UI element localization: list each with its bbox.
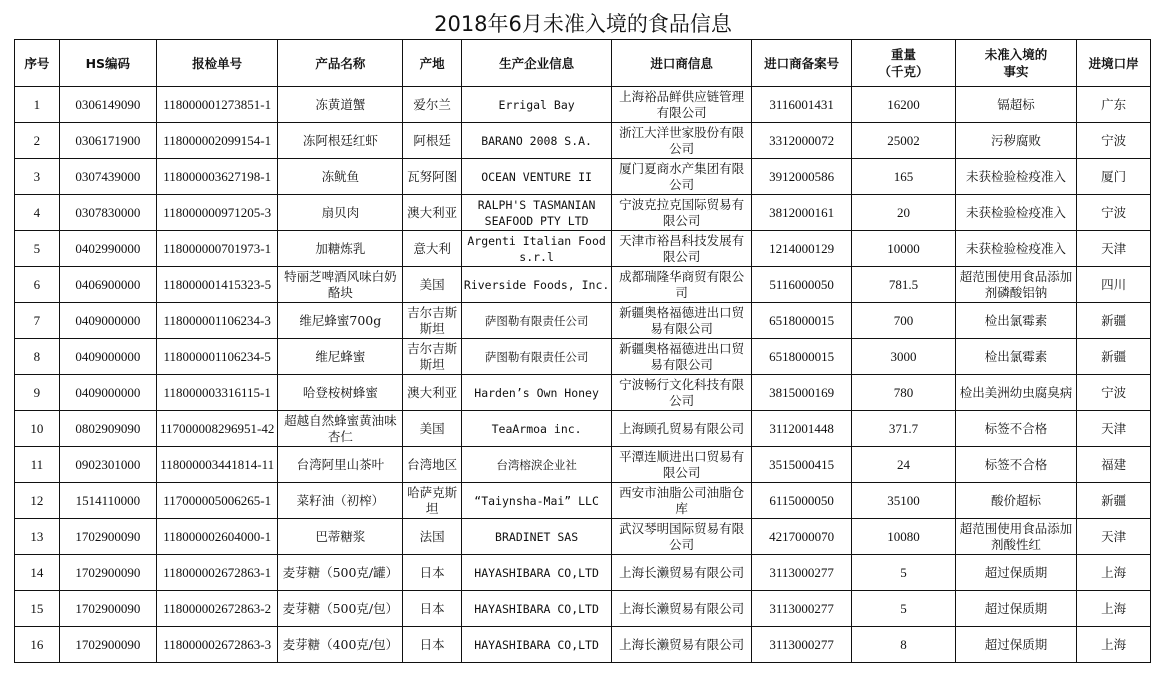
col-header-importer: 进口商信息 [612,40,752,87]
product-name-cell: 哈登桉树蜂蜜 [278,375,403,411]
origin-cell: 台湾地区 [403,447,462,483]
table-row [15,231,1151,267]
origin-cell: 日本 [403,627,462,663]
hs-code-cell: 0406900000 [59,267,156,303]
product-name-cell: 巴蒂糖浆 [278,519,403,555]
entry-port-cell: 宁波 [1077,123,1151,159]
hs-code-cell: 0409000000 [59,375,156,411]
importer-cell: 上海长濑贸易有限公司 [612,591,752,627]
hs-code-cell: 0307439000 [59,159,156,195]
inspection-number-cell: 117000008296951-42 [156,411,278,447]
rejection-reason-cell: 污秽腐败 [955,123,1077,159]
hs-code-cell: 0902301000 [59,447,156,483]
manufacturer-cell: HAYASHIBARA CO,LTD [461,555,611,591]
hs-code-cell: 0402990000 [59,231,156,267]
row-number-cell: 8 [15,339,60,375]
entry-port-cell: 新疆 [1077,303,1151,339]
weight-cell: 25002 [852,123,955,159]
origin-cell: 法国 [403,519,462,555]
col-header-origin: 产地 [403,40,462,87]
rejection-reason-cell: 超范围使用食品添加剂磷酸铝钠 [955,267,1077,303]
hs-code-cell: 0306171900 [59,123,156,159]
row-number-cell: 6 [15,267,60,303]
manufacturer-cell: 萨图勒有限责任公司 [461,339,611,375]
inspection-number-cell: 118000001106234-5 [156,339,278,375]
weight-cell: 781.5 [852,267,955,303]
importer-cell: 上海长濑贸易有限公司 [612,627,752,663]
rejection-reason-cell: 未获检验检疫准入 [955,195,1077,231]
entry-port-cell: 天津 [1077,519,1151,555]
manufacturer-cell: RALPH'S TASMANIAN SEAFOOD PTY LTD [461,195,611,231]
manufacturer-cell: HAYASHIBARA CO,LTD [461,591,611,627]
table-row [15,267,1151,303]
inspection-number-cell: 118000003627198-1 [156,159,278,195]
importer-id-cell: 6115000050 [752,483,852,519]
importer-cell: 上海长濑贸易有限公司 [612,555,752,591]
table-row [15,195,1151,231]
origin-cell: 澳大利亚 [403,375,462,411]
rejection-reason-cell: 镉超标 [955,87,1077,123]
origin-cell: 哈萨克斯坦 [403,483,462,519]
rejection-reason-cell: 未获检验检疫准入 [955,231,1077,267]
row-number-cell: 5 [15,231,60,267]
origin-cell: 瓦努阿图 [403,159,462,195]
col-header-product: 产品名称 [278,40,403,87]
importer-id-cell: 6518000015 [752,303,852,339]
origin-cell: 吉尔吉斯斯坦 [403,339,462,375]
table-row [15,483,1151,519]
row-number-cell: 2 [15,123,60,159]
importer-id-cell: 3815000169 [752,375,852,411]
weight-cell: 780 [852,375,955,411]
row-number-cell: 13 [15,519,60,555]
product-name-cell: 维尼蜂蜜700g [278,303,403,339]
importer-id-cell: 3812000161 [752,195,852,231]
inspection-number-cell: 118000002672863-3 [156,627,278,663]
product-name-cell: 超越自然蜂蜜黄油味杏仁 [278,411,403,447]
table-row [15,411,1151,447]
row-number-cell: 16 [15,627,60,663]
rejection-reason-cell: 超过保质期 [955,591,1077,627]
rejection-reason-cell: 超过保质期 [955,555,1077,591]
manufacturer-cell: Argenti Italian Food s.r.l [461,231,611,267]
inspection-number-cell: 117000005006265-1 [156,483,278,519]
origin-cell: 吉尔吉斯斯坦 [403,303,462,339]
importer-id-cell: 6518000015 [752,339,852,375]
row-number-cell: 4 [15,195,60,231]
rejection-reason-cell: 检出氯霉素 [955,303,1077,339]
entry-port-cell: 天津 [1077,411,1151,447]
table-row [15,591,1151,627]
hs-code-cell: 0307830000 [59,195,156,231]
manufacturer-cell: 萨图勒有限责任公司 [461,303,611,339]
manufacturer-cell: BRADINET SAS [461,519,611,555]
rejection-reason-cell: 检出美洲幼虫腐臭病 [955,375,1077,411]
rejection-reason-cell: 标签不合格 [955,411,1077,447]
row-number-cell: 10 [15,411,60,447]
product-name-cell: 冻黄道蟹 [278,87,403,123]
hs-code-cell: 1702900090 [59,519,156,555]
row-number-cell: 11 [15,447,60,483]
hs-code-cell: 1702900090 [59,555,156,591]
inspection-number-cell: 118000001415323-5 [156,267,278,303]
hs-code-cell: 1514110000 [59,483,156,519]
table-row [15,447,1151,483]
importer-cell: 上海裕品鲜供应链管理有限公司 [612,87,752,123]
importer-id-cell: 3312000072 [752,123,852,159]
entry-port-cell: 上海 [1077,555,1151,591]
importer-id-cell: 3112001448 [752,411,852,447]
entry-port-cell: 上海 [1077,627,1151,663]
entry-port-cell: 四川 [1077,267,1151,303]
table-row [15,627,1151,663]
importer-id-cell: 3912000586 [752,159,852,195]
inspection-number-cell: 118000003441814-11 [156,447,278,483]
manufacturer-cell: “Taiynsha-Mai” LLC [461,483,611,519]
origin-cell: 日本 [403,591,462,627]
page-title: 2018年6月未准入境的食品信息 [434,12,732,36]
row-number-cell: 3 [15,159,60,195]
entry-port-cell: 福建 [1077,447,1151,483]
importer-cell: 平潭连顺进出口贸易有限公司 [612,447,752,483]
importer-cell: 浙江大洋世家股份有限公司 [612,123,752,159]
col-header-inspection-no: 报检单号 [156,40,278,87]
food-rejection-table [14,39,1151,663]
origin-cell: 美国 [403,267,462,303]
importer-id-cell: 3113000277 [752,627,852,663]
inspection-number-cell: 118000002099154-1 [156,123,278,159]
row-number-cell: 12 [15,483,60,519]
manufacturer-cell: Harden’s Own Honey [461,375,611,411]
origin-cell: 爱尔兰 [403,87,462,123]
col-header-no: 序号 [15,40,60,87]
origin-cell: 意大利 [403,231,462,267]
importer-id-cell: 3515000415 [752,447,852,483]
table-row [15,87,1151,123]
inspection-number-cell: 118000000701973-1 [156,231,278,267]
row-number-cell: 7 [15,303,60,339]
weight-cell: 5 [852,555,955,591]
manufacturer-cell: 台湾榕淚企业社 [461,447,611,483]
row-number-cell: 14 [15,555,60,591]
table-row [15,555,1151,591]
importer-cell: 宁波畅行文化科技有限公司 [612,375,752,411]
weight-cell: 35100 [852,483,955,519]
origin-cell: 日本 [403,555,462,591]
col-header-hs-code: HS编码 [59,40,156,87]
weight-cell: 3000 [852,339,955,375]
entry-port-cell: 宁波 [1077,375,1151,411]
importer-cell: 厦门夏商水产集团有限公司 [612,159,752,195]
origin-cell: 美国 [403,411,462,447]
product-name-cell: 麦芽糖（500克/罐） [278,555,403,591]
hs-code-cell: 0409000000 [59,339,156,375]
weight-cell: 16200 [852,87,955,123]
importer-id-cell: 1214000129 [752,231,852,267]
product-name-cell: 扇贝肉 [278,195,403,231]
rejection-reason-cell: 未获检验检疫准入 [955,159,1077,195]
col-header-importer-id: 进口商备案号 [752,40,852,87]
importer-id-cell: 3113000277 [752,555,852,591]
table-row [15,303,1151,339]
weight-cell: 10000 [852,231,955,267]
hs-code-cell: 0802909090 [59,411,156,447]
importer-id-cell: 3113000277 [752,591,852,627]
importer-id-cell: 5116000050 [752,267,852,303]
product-name-cell: 麦芽糖（500克/包） [278,591,403,627]
weight-cell: 20 [852,195,955,231]
entry-port-cell: 新疆 [1077,339,1151,375]
hs-code-cell: 0306149090 [59,87,156,123]
table-row [15,123,1151,159]
entry-port-cell: 广东 [1077,87,1151,123]
entry-port-cell: 宁波 [1077,195,1151,231]
hs-code-cell: 0409000000 [59,303,156,339]
inspection-number-cell: 118000002672863-1 [156,555,278,591]
row-number-cell: 15 [15,591,60,627]
weight-cell: 8 [852,627,955,663]
product-name-cell: 冻鱿鱼 [278,159,403,195]
entry-port-cell: 上海 [1077,591,1151,627]
table-row [15,519,1151,555]
product-name-cell: 菜籽油（初榨） [278,483,403,519]
row-number-cell: 9 [15,375,60,411]
importer-id-cell: 4217000070 [752,519,852,555]
manufacturer-cell: HAYASHIBARA CO,LTD [461,627,611,663]
inspection-number-cell: 118000002604000-1 [156,519,278,555]
weight-cell: 371.7 [852,411,955,447]
origin-cell: 澳大利亚 [403,195,462,231]
table-row [15,375,1151,411]
importer-cell: 西安市油脂公司油脂仓库 [612,483,752,519]
weight-cell: 700 [852,303,955,339]
inspection-number-cell: 118000002672863-2 [156,591,278,627]
rejection-reason-cell: 酸价超标 [955,483,1077,519]
origin-cell: 阿根廷 [403,123,462,159]
col-header-port: 进境口岸 [1077,40,1151,87]
importer-cell: 成都瑞隆华商贸有限公司 [612,267,752,303]
hs-code-cell: 1702900090 [59,627,156,663]
product-name-cell: 加糖炼乳 [278,231,403,267]
weight-cell: 24 [852,447,955,483]
table-row [15,159,1151,195]
product-name-cell: 麦芽糖（400克/包） [278,627,403,663]
col-header-weight: 重量 （千克） [852,40,955,87]
table-body [15,87,1151,663]
manufacturer-cell: BARANO 2008 S.A. [461,123,611,159]
weight-cell: 165 [852,159,955,195]
manufacturer-cell: OCEAN VENTURE II [461,159,611,195]
entry-port-cell: 厦门 [1077,159,1151,195]
inspection-number-cell: 118000001273851-1 [156,87,278,123]
importer-cell: 上海顾孔贸易有限公司 [612,411,752,447]
hs-code-cell: 1702900090 [59,591,156,627]
table-row [15,339,1151,375]
product-name-cell: 台湾阿里山茶叶 [278,447,403,483]
inspection-number-cell: 118000003316115-1 [156,375,278,411]
manufacturer-cell: Riverside Foods, Inc. [461,267,611,303]
importer-cell: 天津市裕昌科技发展有限公司 [612,231,752,267]
entry-port-cell: 天津 [1077,231,1151,267]
rejection-reason-cell: 超范围使用食品添加剂酸性红 [955,519,1077,555]
table-header-row [15,40,1151,87]
col-header-reason: 未准入境的 事实 [955,40,1077,87]
inspection-number-cell: 118000000971205-3 [156,195,278,231]
rejection-reason-cell: 超过保质期 [955,627,1077,663]
importer-cell: 武汉琴明国际贸易有限公司 [612,519,752,555]
importer-id-cell: 3116001431 [752,87,852,123]
entry-port-cell: 新疆 [1077,483,1151,519]
inspection-number-cell: 118000001106234-3 [156,303,278,339]
product-name-cell: 冻阿根廷红虾 [278,123,403,159]
col-header-manufacturer: 生产企业信息 [461,40,611,87]
weight-cell: 10080 [852,519,955,555]
row-number-cell: 1 [15,87,60,123]
importer-cell: 新疆奥格福德进出口贸易有限公司 [612,339,752,375]
rejection-reason-cell: 检出氯霉素 [955,339,1077,375]
importer-cell: 新疆奥格福德进出口贸易有限公司 [612,303,752,339]
product-name-cell: 维尼蜂蜜 [278,339,403,375]
manufacturer-cell: TeaArmoa inc. [461,411,611,447]
manufacturer-cell: Errigal Bay [461,87,611,123]
weight-cell: 5 [852,591,955,627]
importer-cell: 宁波克拉克国际贸易有限公司 [612,195,752,231]
rejection-reason-cell: 标签不合格 [955,447,1077,483]
product-name-cell: 特丽芝啤酒风味白奶酪块 [278,267,403,303]
